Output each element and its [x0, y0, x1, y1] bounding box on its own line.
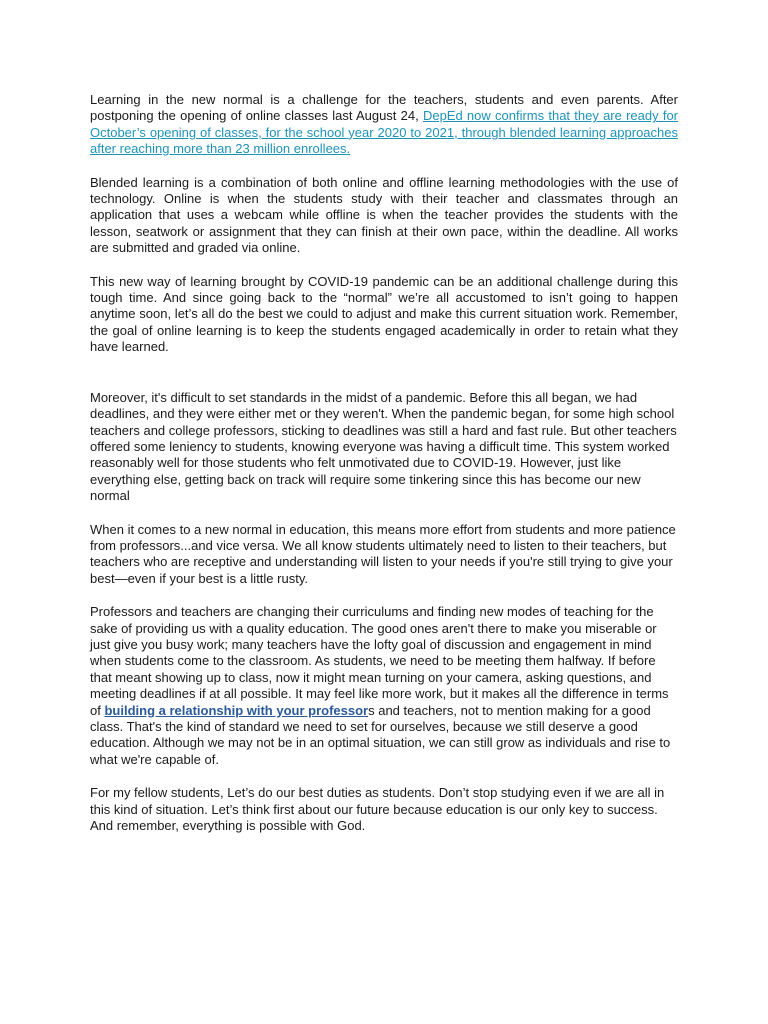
deped-confirmation-link[interactable]: DepEd now confirms that they are ready for October’s opening of classes, for the school year 2020 to 2021, through blended learning approaches	[90, 108, 678, 140]
document-page	[90, 92, 678, 851]
enrollees-link[interactable]: after reaching more than 23 million enrollees.	[90, 141, 351, 157]
paragraph-new-normal: When it comes to a new normal in education, this means more effort from students and more patience from professors...and vice versa. We all know students ultimately need to listen to their teachers, but teachers who are receptive and understanding will listen to your needs if you're still trying to give your best—even if your best is a little rusty.	[90, 521, 676, 586]
professors-text-tail: s and teachers, not to mention making for a good class. That's the kind of standard we need to set for ourselves, because we still deserve a good education. Although we may not be in an optimal situation, we can still grow as individuals and rise to what we're capable of.	[90, 702, 671, 767]
paragraph-standards: Moreover, it's difficult to set standards in the midst of a pandemic. Before this all began, we had deadlines, and they were either met or they weren't. When the pandemic began, for some high school teachers and college professors, sticking to deadlines was still a hard and fast rule. But other teachers offered some leniency to students, knowing everyone was having a difficult time. This system worked reasonably well for those students who felt unmotivated due to COVID-19. However, just like everything else, getting back on track will require some tinkering since this has become our new normal	[90, 389, 677, 504]
paragraph-professors	[90, 604, 678, 768]
paragraph-covid-challenge: This new way of learning brought by COVID-19 pandemic can be an additional challenge during this tough time. And since going back to the “normal” we’re all accustomed to isn’t going to happen anytime soon, let’s all do the best we could to adjust and make this current situation work. Remember, the goal of online learning is to keep the students engaged academically in order to retain what they have learned.	[90, 273, 678, 355]
intro-text: Learning in the new normal is a challenge for the teachers, students and even parents. After postponing the opening of online classes last August 24,	[90, 92, 678, 124]
paragraph-closing: For my fellow students, Let’s do our best duties as students. Don’t stop studying even if we are all in this kind of situation. Let’s think first about our future because education is our only key to success. And remember, everything is possible with God.	[90, 785, 665, 834]
paragraph-intro	[90, 92, 678, 158]
relationship-professor-link[interactable]: building a relationship with your professor	[104, 702, 369, 718]
paragraph-blended-learning: Blended learning is a combination of both online and offline learning methodologies with the use of technology. Online is when the students study with their teacher and classmates through an application that uses a webcam while offline is when the teacher provides the students with the lesson, seatwork or assignment that they can finish at their own pace, within the deadline. All works are submitted and graded via online.	[90, 174, 678, 256]
professors-text: Professors and teachers are changing their curriculums and finding new modes of teaching for the sake of providing us with a quality education. The good ones aren't there to make you miserable or just give you busy work; many teachers have the lofty goal of discussion and engagement in mind when students come to the classroom. As students, we need to be meeting them halfway. If before that meant showing up to class, now it might mean turning on your camera, asking questions, and meeting deadlines if at all possible. It may feel like more work, but it makes all the difference in terms of	[90, 604, 669, 718]
